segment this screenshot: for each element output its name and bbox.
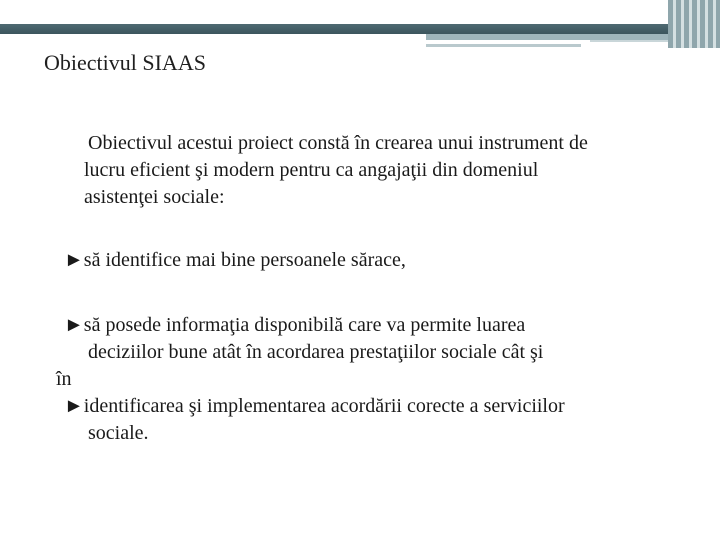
intro-paragraph (64, 130, 704, 211)
bullet-marker: ► (64, 249, 84, 271)
intro-line-2: lucru eficient şi modern pentru ca angajaţii din domeniul (84, 159, 539, 181)
bullet-1-line-1: să identifice mai bine persoanele sărace, (83, 249, 406, 271)
bullet-marker: ► (64, 395, 84, 417)
header-bar (0, 24, 720, 34)
bullet-2-line-1: să posede informaţia disponibilă care va permite luarea (83, 314, 526, 336)
intro-line-1: Obiectivul acestui proiect constă în crearea unui instrument de (88, 132, 588, 154)
bullet-3-line-1: identificarea şi implementarea acordării corecte a serviciilor (83, 395, 565, 417)
intro-line-3: asistenţei sociale: (84, 186, 225, 208)
bullet-marker: ► (64, 314, 84, 336)
bullet-3-line-2: sociale. (88, 422, 149, 444)
bullet-item-2 (64, 312, 704, 366)
header-thin-line-2 (590, 40, 668, 42)
header-corner-stripes (668, 0, 720, 48)
header-thin-line (426, 44, 581, 47)
bullet-item-3 (64, 393, 704, 447)
slide-title: Obiectivul SIAAS (44, 50, 206, 75)
slide-body (56, 130, 704, 447)
slide-header-band (0, 0, 720, 24)
bullet-2-line-2: deciziilor bune atât în acordarea prestaţiilor sociale cât şi (88, 341, 544, 363)
bullet-item-1 (64, 247, 704, 274)
orphan-word: în (56, 368, 72, 390)
